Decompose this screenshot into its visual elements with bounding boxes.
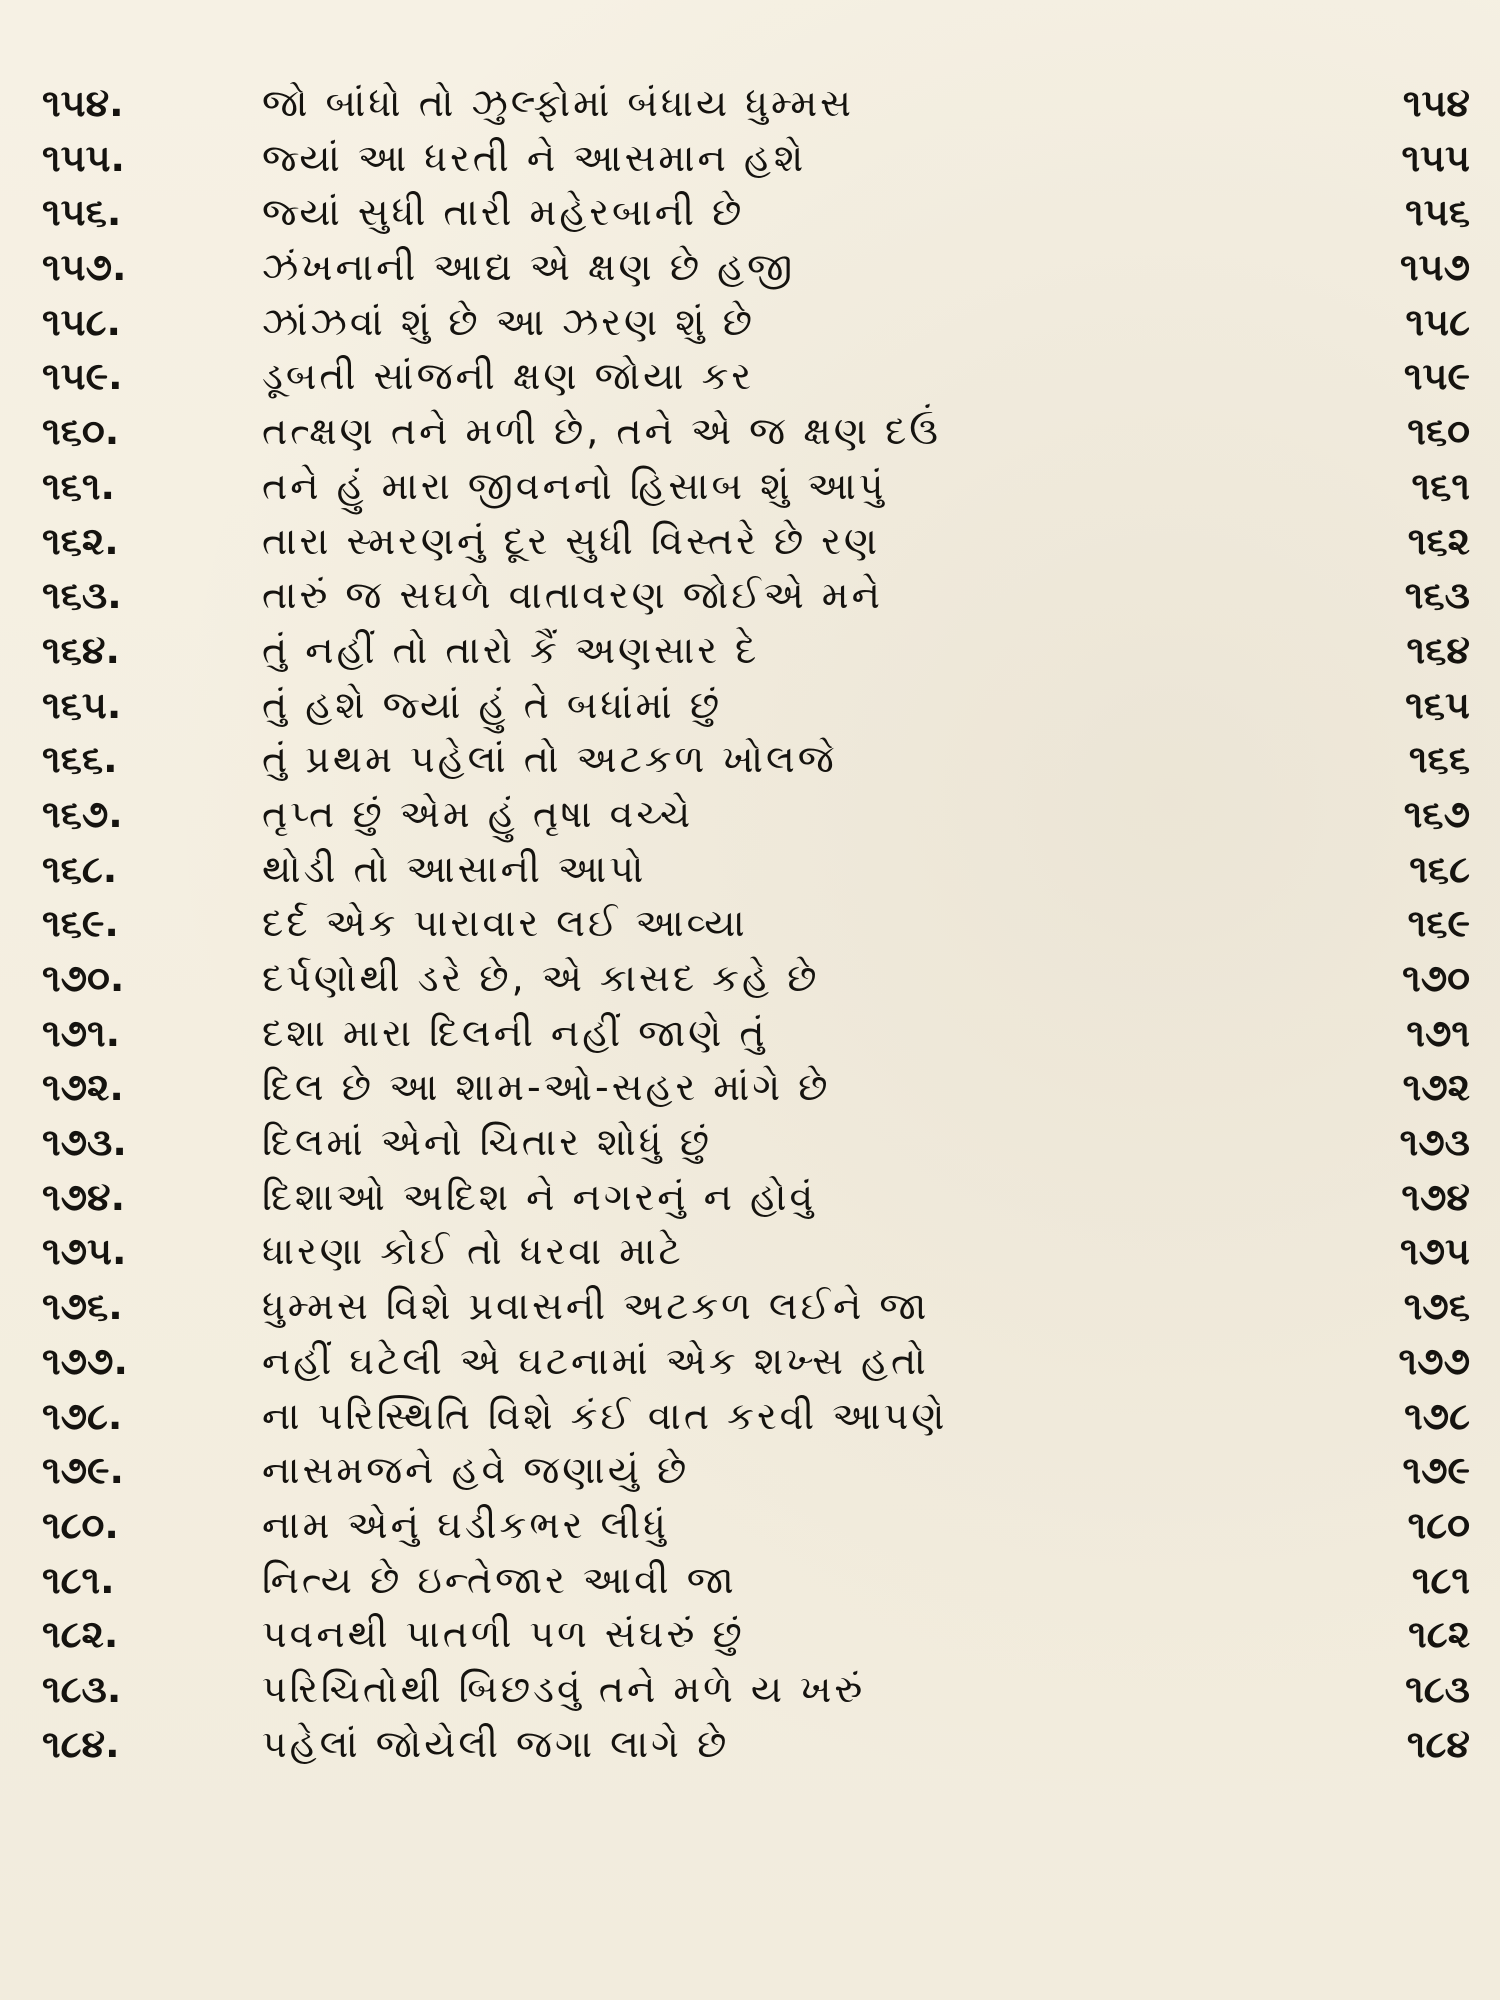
toc-entry: [0, 1170, 1500, 1225]
toc-entry: [0, 951, 1500, 1006]
entry-number: ૧૫૬.: [42, 190, 122, 235]
entry-title: નહીં ઘટેલી એ ઘટનામાં એક શખ્સ હતો: [262, 1338, 929, 1383]
entry-number: ૧૭૪.: [42, 1174, 126, 1219]
entry-page-number: ૧૬૭: [1403, 791, 1470, 836]
entry-number: ૧૬૭.: [42, 791, 123, 836]
toc-entry: [0, 896, 1500, 951]
entry-number: ૧૭૬.: [42, 1284, 123, 1329]
entry-number: ૧૫૯.: [42, 354, 123, 399]
entry-number: ૧૫૮.: [42, 299, 121, 344]
toc-entry: [0, 1115, 1500, 1170]
entry-page-number: ૧૫૮: [1405, 299, 1470, 344]
entry-title: તને હું મારા જીવનનો હિસાબ શું આપું: [262, 463, 887, 508]
entry-title: પરિચિતોથી બિછડવું તને મળે ય ખરું: [262, 1666, 866, 1711]
toc-entry: [0, 76, 1500, 131]
entry-number: ૧૭૫.: [42, 1229, 127, 1274]
entry-page-number: ૧૮૨: [1408, 1612, 1470, 1657]
entry-title: પહેલાં જોયેલી જગા લાગે છે: [262, 1721, 730, 1766]
entry-title: દિશાઓ અદિશ ને નગરનું ન હોવું: [262, 1174, 817, 1219]
toc-entry: [0, 1662, 1500, 1717]
entry-page-number: ૧૭૩: [1399, 1120, 1470, 1165]
entry-title: ના પરિસ્થિતિ વિશે કંઈ વાત કરવી આપણે: [262, 1393, 948, 1438]
toc-entry: [0, 1717, 1500, 1772]
toc-entry: [0, 1443, 1500, 1498]
entry-page-number: ૧૫૯: [1403, 354, 1470, 399]
toc-entry: [0, 842, 1500, 897]
toc-entry: [0, 1224, 1500, 1279]
toc-entry: [0, 295, 1500, 350]
entry-number: ૧૬૩.: [42, 573, 122, 618]
entry-title: તું નહીં તો તારો કૈં અણસાર દે: [262, 627, 760, 672]
toc-entry: [0, 404, 1500, 459]
entry-page-number: ૧૬૯: [1407, 901, 1470, 946]
entry-page-number: ૧૭૮: [1404, 1393, 1470, 1438]
entry-page-number: ૧૭૯: [1402, 1448, 1470, 1493]
entry-title: તારું જ સઘળે વાતાવરણ જોઈએ મને: [262, 573, 883, 618]
entry-number: ૧૭૨.: [42, 1065, 124, 1110]
entry-page-number: ૧૬૫: [1405, 682, 1470, 727]
entry-page-number: ૧૭૧: [1406, 1010, 1470, 1055]
entry-page-number: ૧૮૩: [1405, 1666, 1470, 1711]
entry-page-number: ૧૫૫: [1401, 135, 1470, 180]
entry-title: તૃપ્ત છું એમ હું તૃષા વચ્ચે: [262, 791, 694, 836]
entry-number: ૧૬૫.: [42, 682, 122, 727]
entry-title: ઝાંઝવાં શું છે આ ઝરણ શું છે: [262, 299, 755, 344]
toc-entry: [0, 787, 1500, 842]
entry-number: ૧૮૨.: [42, 1612, 119, 1657]
entry-number: ૧૬૬.: [42, 737, 118, 782]
entry-page-number: ૧૮૦: [1407, 1502, 1470, 1547]
entry-title: નિત્ય છે ઇન્તેજાર આવી જા: [262, 1557, 737, 1602]
toc-entry: [0, 514, 1500, 569]
entry-number: ૧૮૦.: [42, 1502, 119, 1547]
toc-entry: [0, 623, 1500, 678]
entry-page-number: ૧૭૭: [1398, 1338, 1470, 1383]
entry-page-number: ૧૭૦: [1402, 956, 1470, 1000]
entry-number: ૧૬૯.: [42, 901, 119, 946]
toc-entry: [0, 459, 1500, 514]
entry-page-number: ૧૬૧: [1411, 463, 1470, 508]
entry-page-number: ૧૭૨: [1402, 1065, 1470, 1110]
entry-page-number: ૧૫૬: [1405, 190, 1470, 235]
table-of-contents: [0, 76, 1500, 1771]
toc-entry: [0, 678, 1500, 733]
toc-entry: [0, 1006, 1500, 1061]
entry-title: તું હશે જ્યાં હું તે બધાંમાં છું: [262, 682, 723, 727]
toc-entry: [0, 1607, 1500, 1662]
toc-entry: [0, 1498, 1500, 1553]
entry-page-number: ૧૬૨: [1407, 518, 1470, 563]
entry-number: ૧૬૦.: [42, 409, 120, 454]
entry-title: તારા સ્મરણનું દૂર સુધી વિસ્તરે છે રણ: [262, 518, 881, 563]
entry-number: ૧૮૧.: [42, 1557, 115, 1602]
entry-title: ડૂબતી સાંજની ક્ષણ જોયા કર: [262, 354, 755, 399]
entry-title: નામ એનું ઘડીકભર લીધું: [262, 1502, 669, 1547]
entry-number: ૧૬૮.: [42, 846, 118, 891]
entry-number: ૧૭૯.: [42, 1448, 124, 1493]
toc-entry: [0, 1279, 1500, 1334]
entry-title: થોડી તો આસાની આપો: [262, 846, 647, 891]
entry-number: ૧૫૪.: [42, 81, 124, 125]
toc-entry: [0, 349, 1500, 404]
entry-title: ધુમ્મસ વિશે પ્રવાસની અટકળ લઈને જા: [262, 1284, 930, 1329]
entry-page-number: ૧૭૬: [1403, 1284, 1470, 1329]
entry-number: ૧૭૧.: [42, 1010, 121, 1055]
entry-title: ધારણા કોઈ તો ધરવા માટે: [262, 1229, 684, 1274]
entry-page-number: ૧૬૪: [1406, 627, 1470, 672]
entry-page-number: ૧૫૪: [1402, 81, 1470, 125]
entry-number: ૧૭૭.: [42, 1338, 128, 1383]
entry-title: દર્દ એક પારાવાર લઈ આવ્યા: [262, 901, 748, 946]
entry-title: દશા મારા દિલની નહીં જાણે તું: [262, 1010, 768, 1055]
entry-number: ૧૬૪.: [42, 627, 120, 672]
entry-title: તું પ્રથમ પહેલાં તો અટકળ ખોલજે: [262, 737, 837, 782]
toc-entry: [0, 568, 1500, 623]
entry-title: પવનથી પાતળી પળ સંઘરું છું: [262, 1612, 745, 1657]
entry-title: ઝંખનાની આદ્ય એ ક્ષણ છે હજી: [262, 245, 796, 290]
entry-number: ૧૬૧.: [42, 463, 115, 508]
entry-title: જ્યાં સુધી તારી મહેરબાની છે: [262, 190, 745, 235]
entry-title: દર્પણોથી ડરે છે, એ કાસદ કહે છે: [262, 956, 820, 1000]
entry-number: ૧૮૩.: [42, 1666, 122, 1711]
entry-number: ૧૫૫.: [42, 135, 125, 180]
toc-entry: [0, 240, 1500, 295]
toc-entry: [0, 131, 1500, 186]
entry-title: તત્ક્ષણ તને મળી છે, તને એ જ ક્ષણ દઉં: [262, 409, 941, 454]
entry-title: જ્યાં આ ધરતી ને આસમાન હશે: [262, 135, 807, 180]
entry-page-number: ૧૬૩: [1404, 573, 1470, 618]
entry-number: ૧૭૮.: [42, 1393, 123, 1438]
entry-page-number: ૧૮૧: [1411, 1557, 1470, 1602]
toc-entry: [0, 732, 1500, 787]
entry-page-number: ૧૬૦: [1407, 409, 1470, 454]
toc-entry: [0, 185, 1500, 240]
toc-entry: [0, 1334, 1500, 1389]
entry-page-number: ૧૮૪: [1406, 1721, 1470, 1766]
toc-entry: [0, 1553, 1500, 1608]
entry-title: દિલ છે આ શામ-ઓ-સહર માંગે છે: [262, 1065, 831, 1110]
entry-number: ૧૭૩.: [42, 1120, 127, 1165]
entry-number: ૧૮૪.: [42, 1721, 120, 1766]
entry-page-number: ૧૭૫: [1400, 1229, 1470, 1274]
entry-page-number: ૧૬૮: [1409, 846, 1470, 891]
entry-title: નાસમજને હવે જણાયું છે: [262, 1448, 690, 1493]
entry-number: ૧૭૦.: [42, 956, 125, 1000]
entry-page-number: ૧૭૪: [1401, 1174, 1470, 1219]
entry-number: ૧૬૨.: [42, 518, 119, 563]
entry-page-number: ૧૬૬: [1408, 737, 1470, 782]
entry-title: દિલમાં એનો ચિતાર શોધું છું: [262, 1120, 713, 1165]
toc-entry: [0, 1060, 1500, 1115]
entry-number: ૧૫૭.: [42, 245, 127, 290]
entry-title: જો બાંધો તો ઝુલ્ફોમાં બંધાય ધુમ્મસ: [262, 81, 854, 125]
toc-entry: [0, 1389, 1500, 1444]
entry-page-number: ૧૫૭: [1400, 245, 1470, 290]
